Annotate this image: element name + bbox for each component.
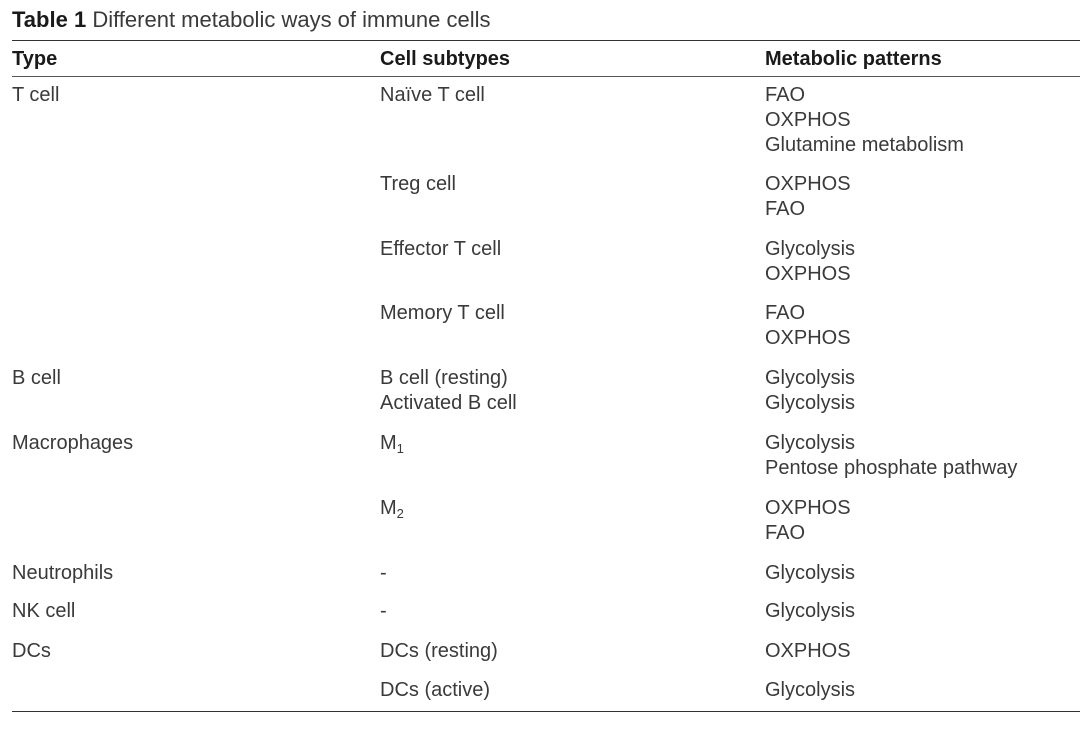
header-metabolic-patterns: Metabolic patterns bbox=[765, 48, 942, 70]
subtype-m1 bbox=[380, 431, 404, 456]
pattern-item: Glycolysis bbox=[765, 432, 856, 454]
pattern-item: OXPHOS bbox=[765, 497, 851, 519]
pattern-item: FAO bbox=[765, 522, 806, 544]
subtype-item: Activated B cell bbox=[380, 392, 517, 414]
pattern-item: Pentose phosphate pathway bbox=[765, 457, 1018, 479]
patterns-neutrophils bbox=[765, 561, 855, 586]
subtypes-b-cell bbox=[380, 366, 517, 416]
patterns-treg-cell bbox=[765, 172, 851, 222]
type-macrophages: Macrophages bbox=[12, 432, 134, 454]
pattern-item: FAO bbox=[765, 84, 806, 106]
subtype-item: B cell (resting) bbox=[380, 367, 508, 389]
pattern-item: Glutamine metabolism bbox=[765, 134, 964, 156]
table-caption bbox=[12, 6, 491, 34]
subtype-dcs-active: DCs (active) bbox=[380, 679, 491, 701]
type-b-cell: B cell bbox=[12, 367, 61, 389]
type-dcs: DCs bbox=[12, 640, 51, 662]
subtype-treg-cell: Treg cell bbox=[380, 173, 456, 195]
subtype-memory-t-cell: Memory T cell bbox=[380, 302, 505, 324]
patterns-b-cell bbox=[765, 366, 855, 416]
pattern-item: Glycolysis bbox=[765, 392, 856, 414]
subtype-naive-t-cell: Naïve T cell bbox=[380, 84, 485, 106]
pattern-item: Glycolysis bbox=[765, 238, 856, 260]
patterns-naive-t-cell bbox=[765, 83, 964, 158]
subtype-m2-subscript: 2 bbox=[396, 506, 404, 521]
patterns-m1 bbox=[765, 431, 1017, 481]
patterns-dcs-active bbox=[765, 678, 855, 703]
header-cell-subtypes: Cell subtypes bbox=[380, 48, 511, 70]
pattern-item: OXPHOS bbox=[765, 173, 851, 195]
type-neutrophils: Neutrophils bbox=[12, 562, 114, 584]
pattern-item: Glycolysis bbox=[765, 367, 856, 389]
table-title: Different metabolic ways of immune cells bbox=[92, 7, 491, 32]
patterns-dcs-resting bbox=[765, 639, 851, 664]
patterns-nk-cell bbox=[765, 599, 855, 624]
subtype-m2-main: M bbox=[380, 497, 397, 519]
top-rule bbox=[12, 40, 1080, 41]
patterns-effector-t-cell bbox=[765, 237, 855, 287]
pattern-item: Glycolysis bbox=[765, 600, 856, 622]
type-nk-cell: NK cell bbox=[12, 600, 76, 622]
header-rule bbox=[12, 76, 1080, 77]
pattern-item: OXPHOS bbox=[765, 327, 851, 349]
header-type: Type bbox=[12, 48, 58, 70]
type-t-cell: T cell bbox=[12, 84, 60, 106]
bottom-rule bbox=[12, 711, 1080, 712]
patterns-m2 bbox=[765, 496, 851, 546]
subtype-nk-cell: - bbox=[380, 600, 387, 622]
pattern-item: Glycolysis bbox=[765, 562, 856, 584]
table-label: Table 1 bbox=[12, 7, 87, 32]
pattern-item: OXPHOS bbox=[765, 109, 851, 131]
pattern-item: OXPHOS bbox=[765, 640, 851, 662]
subtype-effector-t-cell: Effector T cell bbox=[380, 238, 502, 260]
subtype-m1-main: M bbox=[380, 432, 397, 454]
subtype-m1-subscript: 1 bbox=[396, 441, 404, 456]
subtype-dcs-resting: DCs (resting) bbox=[380, 640, 498, 662]
pattern-item: Glycolysis bbox=[765, 679, 856, 701]
pattern-item: FAO bbox=[765, 302, 806, 324]
patterns-memory-t-cell bbox=[765, 301, 851, 351]
subtype-neutrophils: - bbox=[380, 562, 387, 584]
subtype-m2 bbox=[380, 496, 404, 521]
pattern-item: OXPHOS bbox=[765, 263, 851, 285]
pattern-item: FAO bbox=[765, 198, 806, 220]
